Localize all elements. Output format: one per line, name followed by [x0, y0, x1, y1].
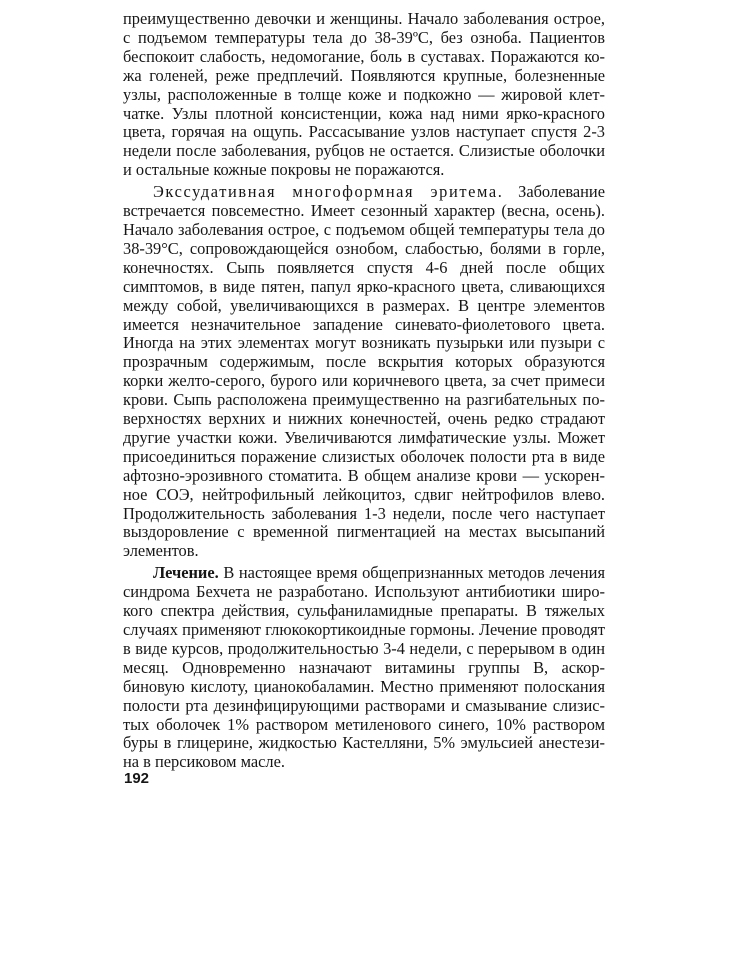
treatment-heading: Лечение.	[153, 563, 219, 583]
paragraph-erythema-nodosum-end: преимущественно девочки и женщины. Начало заболевания острое, с подъемом температуры тела до 38-39ºС, без озноба. Пациентов беспокоит слабость, недомогание, боль в суставах. Поражаются кожа голеней, реже предплечий. Появляются крупные, болезненные узлы, расположенные в толще коже и подкожно — жировой клетчатке. Узлы плотной консистенции, кожа над ними ярко-красного цвета, горячая на ощупь. Рассасывание узлов наступает спустя 2-3 недели после заболевания, рубцов не остается. Слизистые оболочки и остальные кожные покровы не поражаются.	[123, 9, 605, 180]
term-erythema-multiforme: Экссудативная многоформная эритема.	[153, 182, 504, 202]
page-number: 192	[124, 770, 150, 787]
treatment-text: В настоящее время общепризнанных методов лечения синдрома Бехчета не разработано. Используют антибиотики широкого спектра действия, сульфаниламидные препараты. В тяжелых случаях применяют глюкокортикоидные гормоны. Лечение проводят в виде курсов, продолжительностью 3-4 недели, с перерывом в один месяц. Одновременно назначают витамины группы В, аскорбиновую кислоту, цианокобаламин. Местно применяют полоскания полости рта дезинфицирующими растворами и смазывание слизистых оболочек 1% раствором метиленового синего, 10% раствором буры в глицерине, жидкостью Кастелляни, 5% эмульсией анестезина в персиковом масле.	[123, 563, 605, 772]
paragraph-treatment	[123, 564, 605, 772]
page-body	[123, 10, 605, 772]
erythema-multiforme-text: Заболевание встречается повсеместно. Имеет сезонный характер (весна, осень). Начало заболевания острое, с подъемом общей температуры тела до 38-39°С, сопровождающейся ознобом, слабостью, болями в горле, конечностях. Сыпь появляется спустя 4-6 дней после общих симптомов, в виде пятен, папул ярко-красного цвета, сливающихся между собой, увеличивающихся в размерах. В центре элементов имеется незначительное западение синевато-фиолетового цвета. Иногда на этих элементах могут возникать пузырьки или пузыри с прозрачным содержимым, после вскрытия которых образуются корки желто-серого, бурого или коричневого цвета, за счет примеси крови. Сыпь расположена преимущественно на разгибательных поверхностях верхних и нижних конечностей, очень редко страдают другие участки кожи. Увеличиваются лимфатические узлы. Может присоединиться поражение слизистых оболочек полости рта в виде афтозно-эрозивного стоматита. В общем анализе крови — ускоренное СОЭ, нейтрофильный лейкоцитоз, сдвиг нейтрофилов влево. Продолжительность заболевания 1-3 недели, после чего наступает выздоровление с временной пигментацией на местах высыпаний элементов.	[123, 182, 605, 561]
paragraph-erythema-multiforme	[123, 183, 605, 561]
